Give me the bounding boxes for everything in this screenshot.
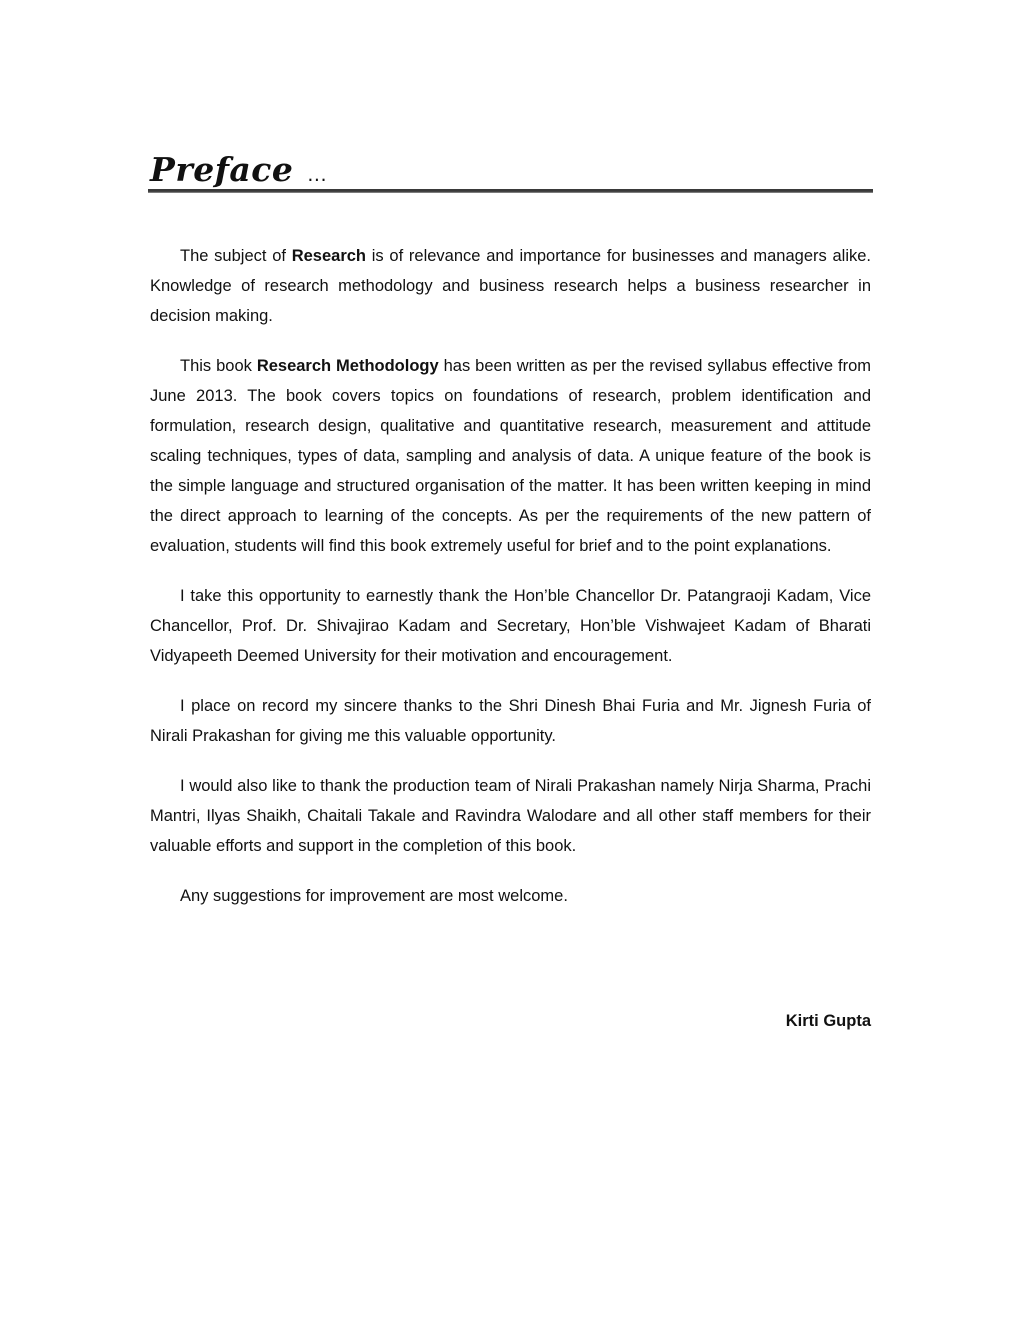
paragraph-1 — [150, 241, 871, 331]
title-ellipsis: ... — [307, 164, 327, 186]
paragraph-2-bold: Research Methodology — [256, 357, 439, 375]
paragraph-6: Any suggestions for improvement are most welcome. — [180, 887, 568, 905]
paragraph-1-rest: is of relevance and importance for businesses and managers alike. Knowledge of research methodology and business research helps a business researcher in decision making. — [150, 247, 872, 325]
paragraph-2 — [150, 351, 871, 561]
paragraph-3: I take this opportunity to earnestly thank the Hon’ble Chancellor Dr. Patangraoji Kadam, Vice Chancellor, Prof. Dr. Shivajirao Kadam and Secretary, Hon’ble Vishwajeet Kadam of Bharati Vidyapeeth Deemed University for their motivation and encouragement. — [150, 587, 871, 665]
paragraph-2-lead: This book — [180, 357, 257, 375]
title-text: Preface — [150, 150, 294, 189]
paragraph-1-bold: Research — [291, 247, 367, 265]
author-signature: Kirti Gupta — [785, 1012, 871, 1030]
paragraph-5: I would also like to thank the production team of Nirali Prakashan namely Nirja Sharma, Prachi Mantri, Ilyas Shaikh, Chaitali Takale and Ravindra Walodare and all other staff members for their valuable efforts and support in the completion of this book. — [150, 777, 871, 855]
paragraph-4: I place on record my sincere thanks to the Shri Dinesh Bhai Furia and Mr. Jignesh Furia of Nirali Prakashan for giving me this valuable opportunity. — [150, 697, 871, 745]
preface-body — [150, 241, 871, 931]
page-title — [150, 150, 327, 189]
paragraph-1-lead: The subject of — [180, 247, 292, 265]
title-divider — [148, 189, 873, 193]
paragraph-2-rest: has been written as per the revised syllabus effective from June 2013. The book covers topics on foundations of research, problem identification and formulation, research design, qualitative and quantitative research, measurement and attitude scaling techniques, types of data, sampling and analysis of data. A unique feature of the book is the simple language and structured organisation of the matter. It has been written keeping in mind the direct approach to learning of the concepts. As per the requirements of the new pattern of evaluation, students will find this book extremely useful for brief and to the point explanations. — [150, 357, 871, 555]
